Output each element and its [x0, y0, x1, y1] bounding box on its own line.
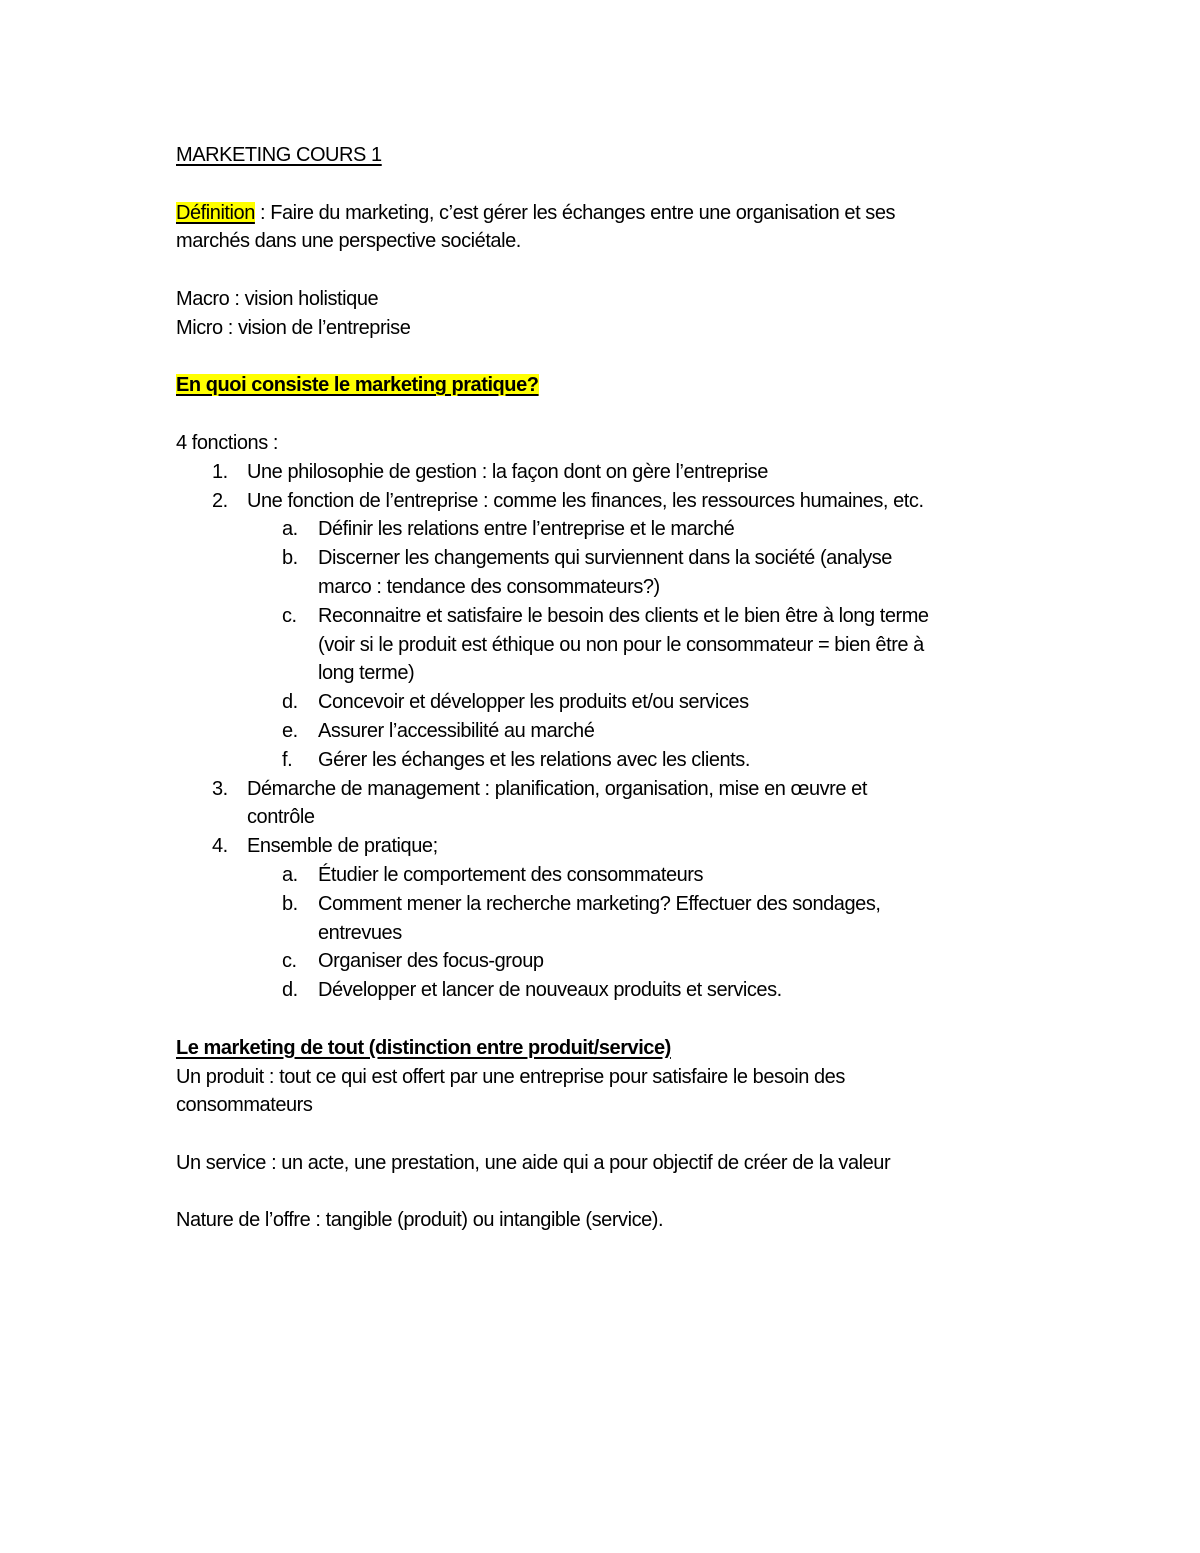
list-item-text: Définir les relations entre l’entreprise et le marché [318, 518, 735, 541]
spacer [176, 1005, 1036, 1034]
list-item-text: Reconnaitre et satisfaire le besoin des clients et le bien être à long terme [318, 604, 929, 627]
spacer [176, 400, 1036, 429]
list-letter: b. [282, 547, 298, 570]
definition-term: Définition [176, 201, 255, 224]
spacer [176, 343, 1036, 372]
list-letter: a. [282, 863, 298, 886]
macro-line: Macro : vision holistique [176, 287, 379, 310]
list-letter: e. [282, 719, 298, 742]
document-title: MARKETING COURS 1 [176, 144, 382, 166]
sub-item-2a [176, 515, 1036, 544]
list-item-text: entrevues [318, 921, 402, 944]
list-letter: a. [282, 518, 298, 541]
sub-item-2f [176, 746, 1036, 775]
list-item-text: Organiser des focus-group [318, 950, 544, 973]
list-letter: d. [282, 691, 298, 714]
spacer [176, 170, 1036, 199]
list-letter: b. [282, 892, 298, 915]
list-item-text: Assurer l’accessibilité au marché [318, 719, 595, 742]
definition-text-line1: : Faire du marketing, c’est gérer les échanges entre une organisation et ses [254, 201, 896, 224]
list-item-text: Développer et lancer de nouveaux produits et services. [318, 979, 782, 1002]
list-number: 4. [212, 835, 228, 858]
list-letter: d. [282, 979, 298, 1002]
question-heading: En quoi consiste le marketing pratique? [176, 374, 539, 397]
list-item-text: Ensemble de pratique; [247, 835, 438, 858]
list-item-text: Une fonction de l’entreprise : comme les finances, les ressources humaines, etc. [247, 489, 924, 512]
sub-item-4b [176, 890, 1036, 948]
list-item-text: marco : tendance des consommateurs?) [318, 575, 660, 598]
nature-line: Nature de l’offre : tangible (produit) ou intangible (service). [176, 1209, 664, 1232]
list-number: 1. [212, 460, 228, 483]
list-item-text: Démarche de management : planification, organisation, mise en œuvre et [247, 777, 867, 800]
service-line: Un service : un acte, une prestation, une aide qui a pour objectif de créer de la valeur [176, 1151, 891, 1174]
spacer [176, 1178, 1036, 1207]
sub-item-2e [176, 717, 1036, 746]
section2-heading: Le marketing de tout (distinction entre produit/service) [176, 1036, 671, 1059]
definition-text-line2: marchés dans une perspective sociétale. [176, 230, 521, 253]
sub-item-4a [176, 861, 1036, 890]
sub-item-4c [176, 947, 1036, 976]
fonction-item-3 [176, 775, 1036, 833]
fonction-item-4 [176, 832, 1036, 861]
sub-item-2c [176, 602, 1036, 688]
fonctions-intro: 4 fonctions : [176, 431, 278, 454]
list-item-text: Gérer les échanges et les relations avec les clients. [318, 748, 750, 771]
fonction-item-2 [176, 487, 1036, 516]
list-letter: c. [282, 950, 297, 973]
list-letter: f. [282, 748, 293, 771]
list-item-text: Concevoir et développer les produits et/ou services [318, 691, 749, 714]
list-number: 3. [212, 777, 228, 800]
spacer [176, 1120, 1036, 1149]
micro-line: Micro : vision de l’entreprise [176, 316, 411, 339]
list-item-text: Discerner les changements qui surviennent dans la société (analyse [318, 547, 892, 570]
fonction-item-1 [176, 458, 1036, 487]
produit-line1: Un produit : tout ce qui est offert par une entreprise pour satisfaire le besoin des [176, 1065, 845, 1088]
document-body [176, 141, 1036, 1235]
definition-paragraph [176, 199, 1036, 228]
list-item-text: contrôle [247, 806, 315, 829]
list-item-text: long terme) [318, 662, 415, 685]
list-item-text: Étudier le comportement des consommateurs [318, 863, 704, 886]
list-number: 2. [212, 489, 228, 512]
list-letter: c. [282, 604, 297, 627]
question-heading-line [176, 371, 1036, 400]
list-item-text: Une philosophie de gestion : la façon dont on gère l’entreprise [247, 460, 768, 483]
sub-item-4d [176, 976, 1036, 1005]
sub-item-2d [176, 688, 1036, 717]
produit-line2: consommateurs [176, 1094, 313, 1117]
list-item-text: (voir si le produit est éthique ou non pour le consommateur = bien être à [318, 633, 924, 656]
sub-item-2b [176, 544, 1036, 602]
list-item-text: Comment mener la recherche marketing? Effectuer des sondages, [318, 892, 881, 915]
spacer [176, 256, 1036, 285]
